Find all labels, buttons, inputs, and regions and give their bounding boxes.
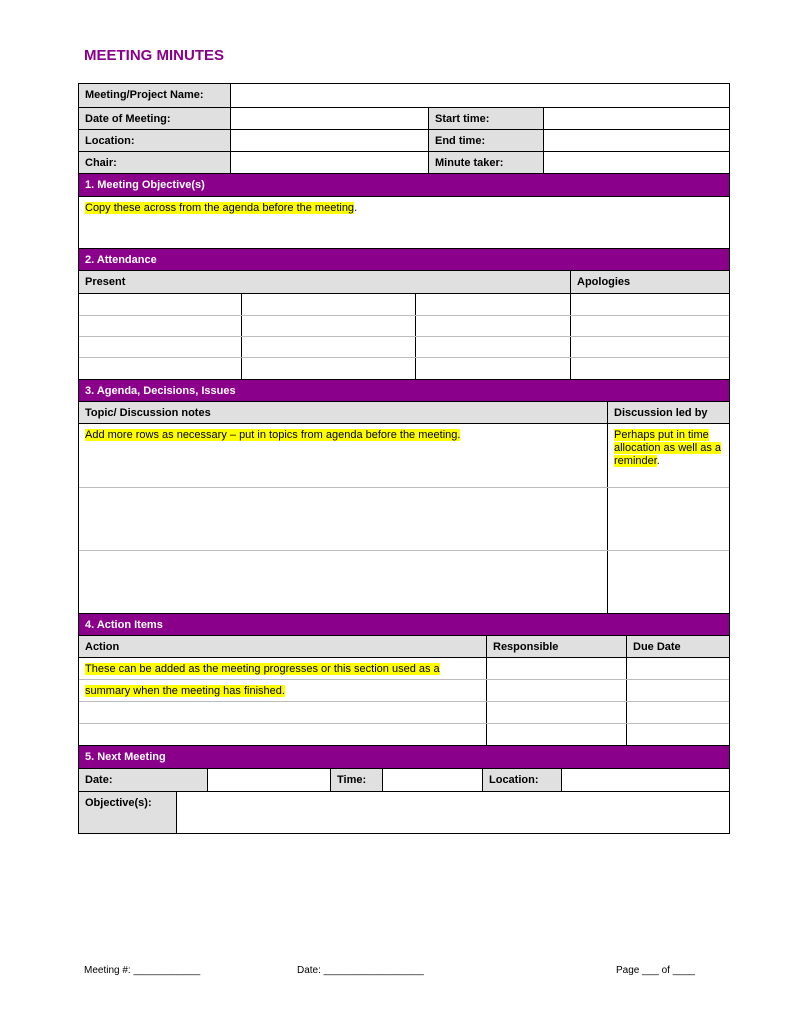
topic-cell[interactable] [79, 551, 607, 613]
next-date-field[interactable] [207, 769, 330, 791]
present-cell[interactable] [415, 358, 570, 379]
due-date-cell[interactable] [626, 658, 729, 679]
action-label: Action [79, 636, 486, 657]
next-location-field[interactable] [561, 769, 729, 791]
next-objectives-field[interactable] [176, 792, 729, 833]
section-agenda-heading: 3. Agenda, Decisions, Issues [79, 380, 729, 401]
topic-cell[interactable] [79, 424, 607, 487]
present-label: Present [79, 271, 570, 293]
next-location-label: Location: [482, 769, 561, 791]
minute-taker-label: Minute taker: [428, 152, 543, 173]
date-of-meeting-field[interactable] [230, 108, 428, 129]
action-note-line1: These can be added as the meeting progresses or this section used as a [85, 663, 440, 675]
page-title: MEETING MINUTES [84, 47, 225, 64]
action-cell[interactable] [79, 680, 486, 701]
due-date-cell[interactable] [626, 724, 729, 745]
start-time-field[interactable] [543, 108, 729, 129]
meeting-project-label: Meeting/Project Name: [79, 84, 230, 107]
led-by-cell[interactable] [607, 551, 729, 613]
minute-taker-field[interactable] [543, 152, 729, 173]
present-cell[interactable] [415, 294, 570, 315]
footer-page: Page ___ of ____ [616, 965, 695, 976]
responsible-cell[interactable] [486, 702, 626, 723]
end-time-label: End time: [428, 130, 543, 151]
location-label: Location: [79, 130, 230, 151]
next-time-field[interactable] [382, 769, 482, 791]
location-field[interactable] [230, 130, 428, 151]
apologies-cell[interactable] [570, 337, 729, 357]
meeting-project-field[interactable] [230, 84, 729, 107]
responsible-label: Responsible [486, 636, 626, 657]
start-time-label: Start time: [428, 108, 543, 129]
objectives-field[interactable]: Copy these across from the agenda before the meeting. [85, 202, 358, 214]
next-objectives-label: Objective(s): [79, 792, 176, 833]
minutes-form [78, 83, 730, 834]
topic-label: Topic/ Discussion notes [79, 402, 607, 423]
due-date-label: Due Date [626, 636, 729, 657]
section-objectives-heading: 1. Meeting Objective(s) [79, 174, 729, 196]
present-cell[interactable] [241, 294, 415, 315]
footer-meeting-number: Meeting #: ____________ [84, 965, 201, 976]
present-cell[interactable] [241, 316, 415, 336]
apologies-cell[interactable] [570, 294, 729, 315]
led-by-note: Perhaps put in time allocation as well as a reminder [614, 429, 722, 467]
discussion-led-by-label: Discussion led by [607, 402, 729, 423]
present-cell[interactable] [241, 337, 415, 357]
present-cell[interactable] [79, 358, 241, 379]
responsible-cell[interactable] [486, 680, 626, 701]
section-next-meeting-heading: 5. Next Meeting [79, 746, 729, 768]
objectives-note: Copy these across from the agenda before the meeting [85, 202, 355, 214]
apologies-label: Apologies [570, 271, 729, 293]
action-cell[interactable] [79, 658, 486, 679]
end-time-field[interactable] [543, 130, 729, 151]
present-cell[interactable] [415, 337, 570, 357]
present-cell[interactable] [79, 294, 241, 315]
section-actions-heading: 4. Action Items [79, 614, 729, 635]
due-date-cell[interactable] [626, 702, 729, 723]
responsible-cell[interactable] [486, 724, 626, 745]
present-cell[interactable] [241, 358, 415, 379]
date-of-meeting-label: Date of Meeting: [79, 108, 230, 129]
topic-note: Add more rows as necessary – put in topics from agenda before the meeting. [85, 429, 461, 441]
led-by-cell[interactable] [607, 488, 729, 550]
topic-cell[interactable] [79, 488, 607, 550]
chair-label: Chair: [79, 152, 230, 173]
apologies-cell[interactable] [570, 358, 729, 379]
action-cell[interactable] [79, 702, 486, 723]
apologies-cell[interactable] [570, 316, 729, 336]
led-by-cell[interactable]: Perhaps put in time allocation as well as a reminder. [607, 424, 729, 487]
section-attendance-heading: 2. Attendance [79, 249, 729, 270]
chair-field[interactable] [230, 152, 428, 173]
present-cell[interactable] [79, 337, 241, 357]
action-cell[interactable] [79, 724, 486, 745]
footer-date: Date: __________________ [297, 965, 424, 976]
present-cell[interactable] [415, 316, 570, 336]
next-date-label: Date: [79, 769, 207, 791]
responsible-cell[interactable] [486, 658, 626, 679]
due-date-cell[interactable] [626, 680, 729, 701]
action-note-line2: summary when the meeting has finished. [85, 685, 285, 697]
present-cell[interactable] [79, 316, 241, 336]
next-time-label: Time: [330, 769, 382, 791]
